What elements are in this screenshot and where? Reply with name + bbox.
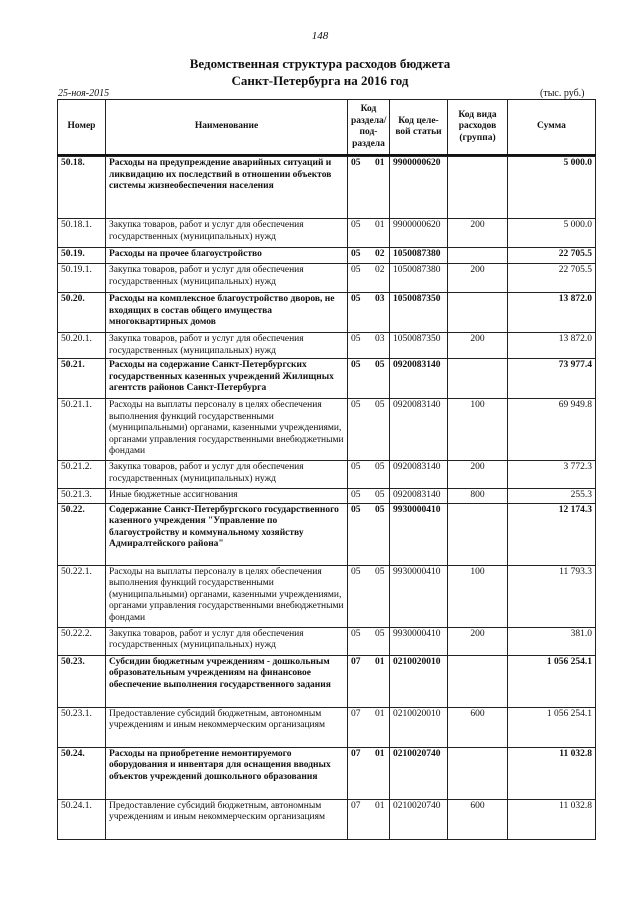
row-sum: 11 032.8 <box>508 747 596 799</box>
row-sum: 5 000.0 <box>508 219 596 248</box>
row-article-code: 1050087350 <box>390 333 448 359</box>
subsection-code: 03 <box>375 294 385 304</box>
subsection-code: 01 <box>375 656 385 667</box>
subsection-code: 01 <box>375 708 385 719</box>
row-number: 50.21.3. <box>58 489 106 504</box>
row-number: 50.18. <box>58 157 106 219</box>
subsection-code: 01 <box>375 158 385 168</box>
row-expense-type <box>448 503 508 565</box>
row-section-code <box>348 461 390 489</box>
row-name: Предоставление субсидий бюджетным, автономным учреждениям и иным некоммерческим организациям <box>106 799 348 839</box>
subsection-code: 02 <box>375 249 385 259</box>
row-expense-type <box>448 293 508 333</box>
section-code: 05 <box>351 504 361 515</box>
header-section: Код раздела/ под-раздела <box>348 100 390 156</box>
title-line-1: Ведомственная структура расходов бюджета <box>189 56 451 71</box>
row-article-code: 9900000620 <box>390 157 448 219</box>
row-sum: 13 872.0 <box>508 333 596 359</box>
currency-unit: (тыс. руб.) <box>540 88 585 99</box>
row-expense-type: 200 <box>448 627 508 655</box>
row-number: 50.24.1. <box>58 799 106 839</box>
row-article-code: 1050087350 <box>390 293 448 333</box>
row-expense-type: 200 <box>448 219 508 248</box>
table-row <box>58 157 596 219</box>
row-section-code <box>348 248 390 264</box>
table-row <box>58 655 596 707</box>
row-name: Расходы на содержание Санкт-Петербургских государственных казенных учреждений Жилищных агентств районов Санкт-Петербурга <box>106 359 348 399</box>
row-number: 50.22.1. <box>58 565 106 627</box>
row-name: Иные бюджетные ассигнования <box>106 489 348 504</box>
row-name: Закупка товаров, работ и услуг для обеспечения государственных (муниципальных) нужд <box>106 333 348 359</box>
row-number: 50.21.2. <box>58 461 106 489</box>
row-expense-type <box>448 157 508 219</box>
section-code: 05 <box>351 462 361 472</box>
row-expense-type: 600 <box>448 799 508 839</box>
header-sum: Сумма <box>508 100 596 156</box>
row-sum: 1 056 254.1 <box>508 707 596 747</box>
row-section-code <box>348 655 390 707</box>
section-code: 05 <box>351 334 361 344</box>
row-article-code: 0920083140 <box>390 399 448 461</box>
table-row <box>58 293 596 333</box>
row-expense-type: 600 <box>448 707 508 747</box>
row-name: Содержание Санкт-Петербургского государственного казенного учреждения "Управление по благоустройству и коммунальному хозяйству Адмиралтейского района" <box>106 503 348 565</box>
row-expense-type: 200 <box>448 333 508 359</box>
row-article-code: 0920083140 <box>390 489 448 504</box>
row-number: 50.22. <box>58 503 106 565</box>
table-row <box>58 219 596 248</box>
table-row <box>58 747 596 799</box>
row-number: 50.23. <box>58 655 106 707</box>
row-name: Предоставление субсидий бюджетным, автономным учреждениям и иным некоммерческим организациям <box>106 707 348 747</box>
row-sum: 11 032.8 <box>508 799 596 839</box>
row-section-code <box>348 565 390 627</box>
row-number: 50.19.1. <box>58 264 106 293</box>
budget-table <box>57 99 596 840</box>
row-sum: 5 000.0 <box>508 157 596 219</box>
row-number: 50.20. <box>58 293 106 333</box>
row-sum: 3 772.3 <box>508 461 596 489</box>
row-article-code: 0210020740 <box>390 799 448 839</box>
subsection-code: 05 <box>375 566 385 577</box>
table-row <box>58 264 596 293</box>
row-number: 50.23.1. <box>58 707 106 747</box>
header-number: Номер <box>58 100 106 156</box>
table-row <box>58 489 596 504</box>
row-section-code <box>348 264 390 293</box>
header-name: Наименование <box>106 100 348 156</box>
section-code: 05 <box>351 628 361 639</box>
row-article-code: 1050087380 <box>390 248 448 264</box>
header-expense-type: Код вида расходов (группа) <box>448 100 508 156</box>
row-number: 50.18.1. <box>58 219 106 248</box>
row-sum: 22 705.5 <box>508 248 596 264</box>
row-name: Расходы на выплаты персоналу в целях обеспечения выполнения функций государственными (муниципальными) органами, казенными учреждениями, органами управления государственными внебюджетными фондами <box>106 399 348 461</box>
subsection-code: 02 <box>375 265 385 275</box>
row-article-code: 0920083140 <box>390 461 448 489</box>
table-row <box>58 565 596 627</box>
section-code: 05 <box>351 400 361 410</box>
subsection-code: 01 <box>375 748 385 759</box>
section-code: 05 <box>351 294 361 304</box>
row-expense-type <box>448 655 508 707</box>
table-row <box>58 359 596 399</box>
row-expense-type: 200 <box>448 264 508 293</box>
section-code: 05 <box>351 566 361 577</box>
table-body <box>58 155 596 839</box>
table-row <box>58 461 596 489</box>
section-code: 07 <box>351 748 361 759</box>
row-article-code: 9930000410 <box>390 627 448 655</box>
row-article-code: 0210020740 <box>390 747 448 799</box>
row-name: Субсидии бюджетным учреждениям - дошкольным образовательным учреждениям на финансовое обеспечение выполнения государственного задания <box>106 655 348 707</box>
row-number: 50.19. <box>58 248 106 264</box>
row-section-code <box>348 399 390 461</box>
row-number: 50.21. <box>58 359 106 399</box>
row-sum: 255.3 <box>508 489 596 504</box>
row-article-code: 9900000620 <box>390 219 448 248</box>
row-article-code: 0920083140 <box>390 359 448 399</box>
subsection-code: 01 <box>375 800 385 811</box>
subsection-code: 03 <box>375 334 385 344</box>
row-article-code: 9930000410 <box>390 565 448 627</box>
section-code: 05 <box>351 249 361 259</box>
document-date: 25-ноя-2015 <box>58 88 110 99</box>
row-expense-type: 100 <box>448 399 508 461</box>
row-expense-type: 200 <box>448 461 508 489</box>
table-row <box>58 333 596 359</box>
row-name: Расходы на выплаты персоналу в целях обеспечения выполнения функций государственными (муниципальными) органами, казенными учреждениями, органами управления государственными внебюджетными фондами <box>106 565 348 627</box>
row-name: Закупка товаров, работ и услуг для обеспечения государственных (муниципальных) нужд <box>106 219 348 248</box>
row-article-code: 1050087380 <box>390 264 448 293</box>
row-sum: 22 705.5 <box>508 264 596 293</box>
row-number: 50.22.2. <box>58 627 106 655</box>
subsection-code: 05 <box>375 360 385 370</box>
row-section-code <box>348 489 390 504</box>
row-sum: 13 872.0 <box>508 293 596 333</box>
section-code: 05 <box>351 265 361 275</box>
row-section-code <box>348 219 390 248</box>
row-expense-type: 100 <box>448 565 508 627</box>
row-section-code <box>348 707 390 747</box>
subsection-code: 05 <box>375 490 385 500</box>
section-code: 05 <box>351 360 361 370</box>
row-section-code <box>348 799 390 839</box>
row-section-code <box>348 359 390 399</box>
table-row <box>58 627 596 655</box>
row-name: Расходы на приобретение немонтируемого оборудования и инвентаря для оснащения вводных объектов учреждений дошкольного образования <box>106 747 348 799</box>
row-section-code <box>348 333 390 359</box>
section-code: 07 <box>351 656 361 667</box>
document-title <box>0 55 640 89</box>
row-expense-type <box>448 359 508 399</box>
section-code: 05 <box>351 158 361 168</box>
row-section-code <box>348 293 390 333</box>
row-name: Расходы на комплексное благоустройство дворов, не входящих в состав общего имущества многоквартирных домов <box>106 293 348 333</box>
table-row <box>58 399 596 461</box>
table-row <box>58 799 596 839</box>
row-expense-type: 800 <box>448 489 508 504</box>
row-number: 50.24. <box>58 747 106 799</box>
table-row <box>58 503 596 565</box>
row-article-code: 9930000410 <box>390 503 448 565</box>
row-sum: 11 793.3 <box>508 565 596 627</box>
subsection-code: 05 <box>375 462 385 472</box>
subsection-code: 05 <box>375 628 385 639</box>
row-name: Закупка товаров, работ и услуг для обеспечения государственных (муниципальных) нужд <box>106 264 348 293</box>
header-article: Код целе-вой статьи <box>390 100 448 156</box>
table-header-row <box>58 100 596 156</box>
title-line-2: Санкт-Петербурга на 2016 год <box>231 73 409 88</box>
row-section-code <box>348 157 390 219</box>
row-name: Расходы на предупреждение аварийных ситуаций и ликвидацию их последствий в отношении объектов системы жизнеобеспечения населения <box>106 157 348 219</box>
table-row <box>58 248 596 264</box>
row-article-code: 0210020010 <box>390 707 448 747</box>
table-row <box>58 707 596 747</box>
row-name: Закупка товаров, работ и услуг для обеспечения государственных (муниципальных) нужд <box>106 461 348 489</box>
row-sum: 381.0 <box>508 627 596 655</box>
row-name: Закупка товаров, работ и услуг для обеспечения государственных (муниципальных) нужд <box>106 627 348 655</box>
row-section-code <box>348 747 390 799</box>
row-section-code <box>348 627 390 655</box>
row-sum: 12 174.3 <box>508 503 596 565</box>
row-sum: 73 977.4 <box>508 359 596 399</box>
row-expense-type <box>448 747 508 799</box>
row-number: 50.21.1. <box>58 399 106 461</box>
section-code: 07 <box>351 708 361 719</box>
subsection-code: 05 <box>375 504 385 515</box>
row-section-code <box>348 503 390 565</box>
section-code: 05 <box>351 490 361 500</box>
row-number: 50.20.1. <box>58 333 106 359</box>
section-code: 05 <box>351 220 361 230</box>
subsection-code: 05 <box>375 400 385 410</box>
row-article-code: 0210020010 <box>390 655 448 707</box>
section-code: 07 <box>351 800 361 811</box>
row-name: Расходы на прочее благоустройство <box>106 248 348 264</box>
row-sum: 69 949.8 <box>508 399 596 461</box>
row-sum: 1 056 254.1 <box>508 655 596 707</box>
subsection-code: 01 <box>375 220 385 230</box>
page-number: 148 <box>311 30 329 42</box>
row-expense-type <box>448 248 508 264</box>
